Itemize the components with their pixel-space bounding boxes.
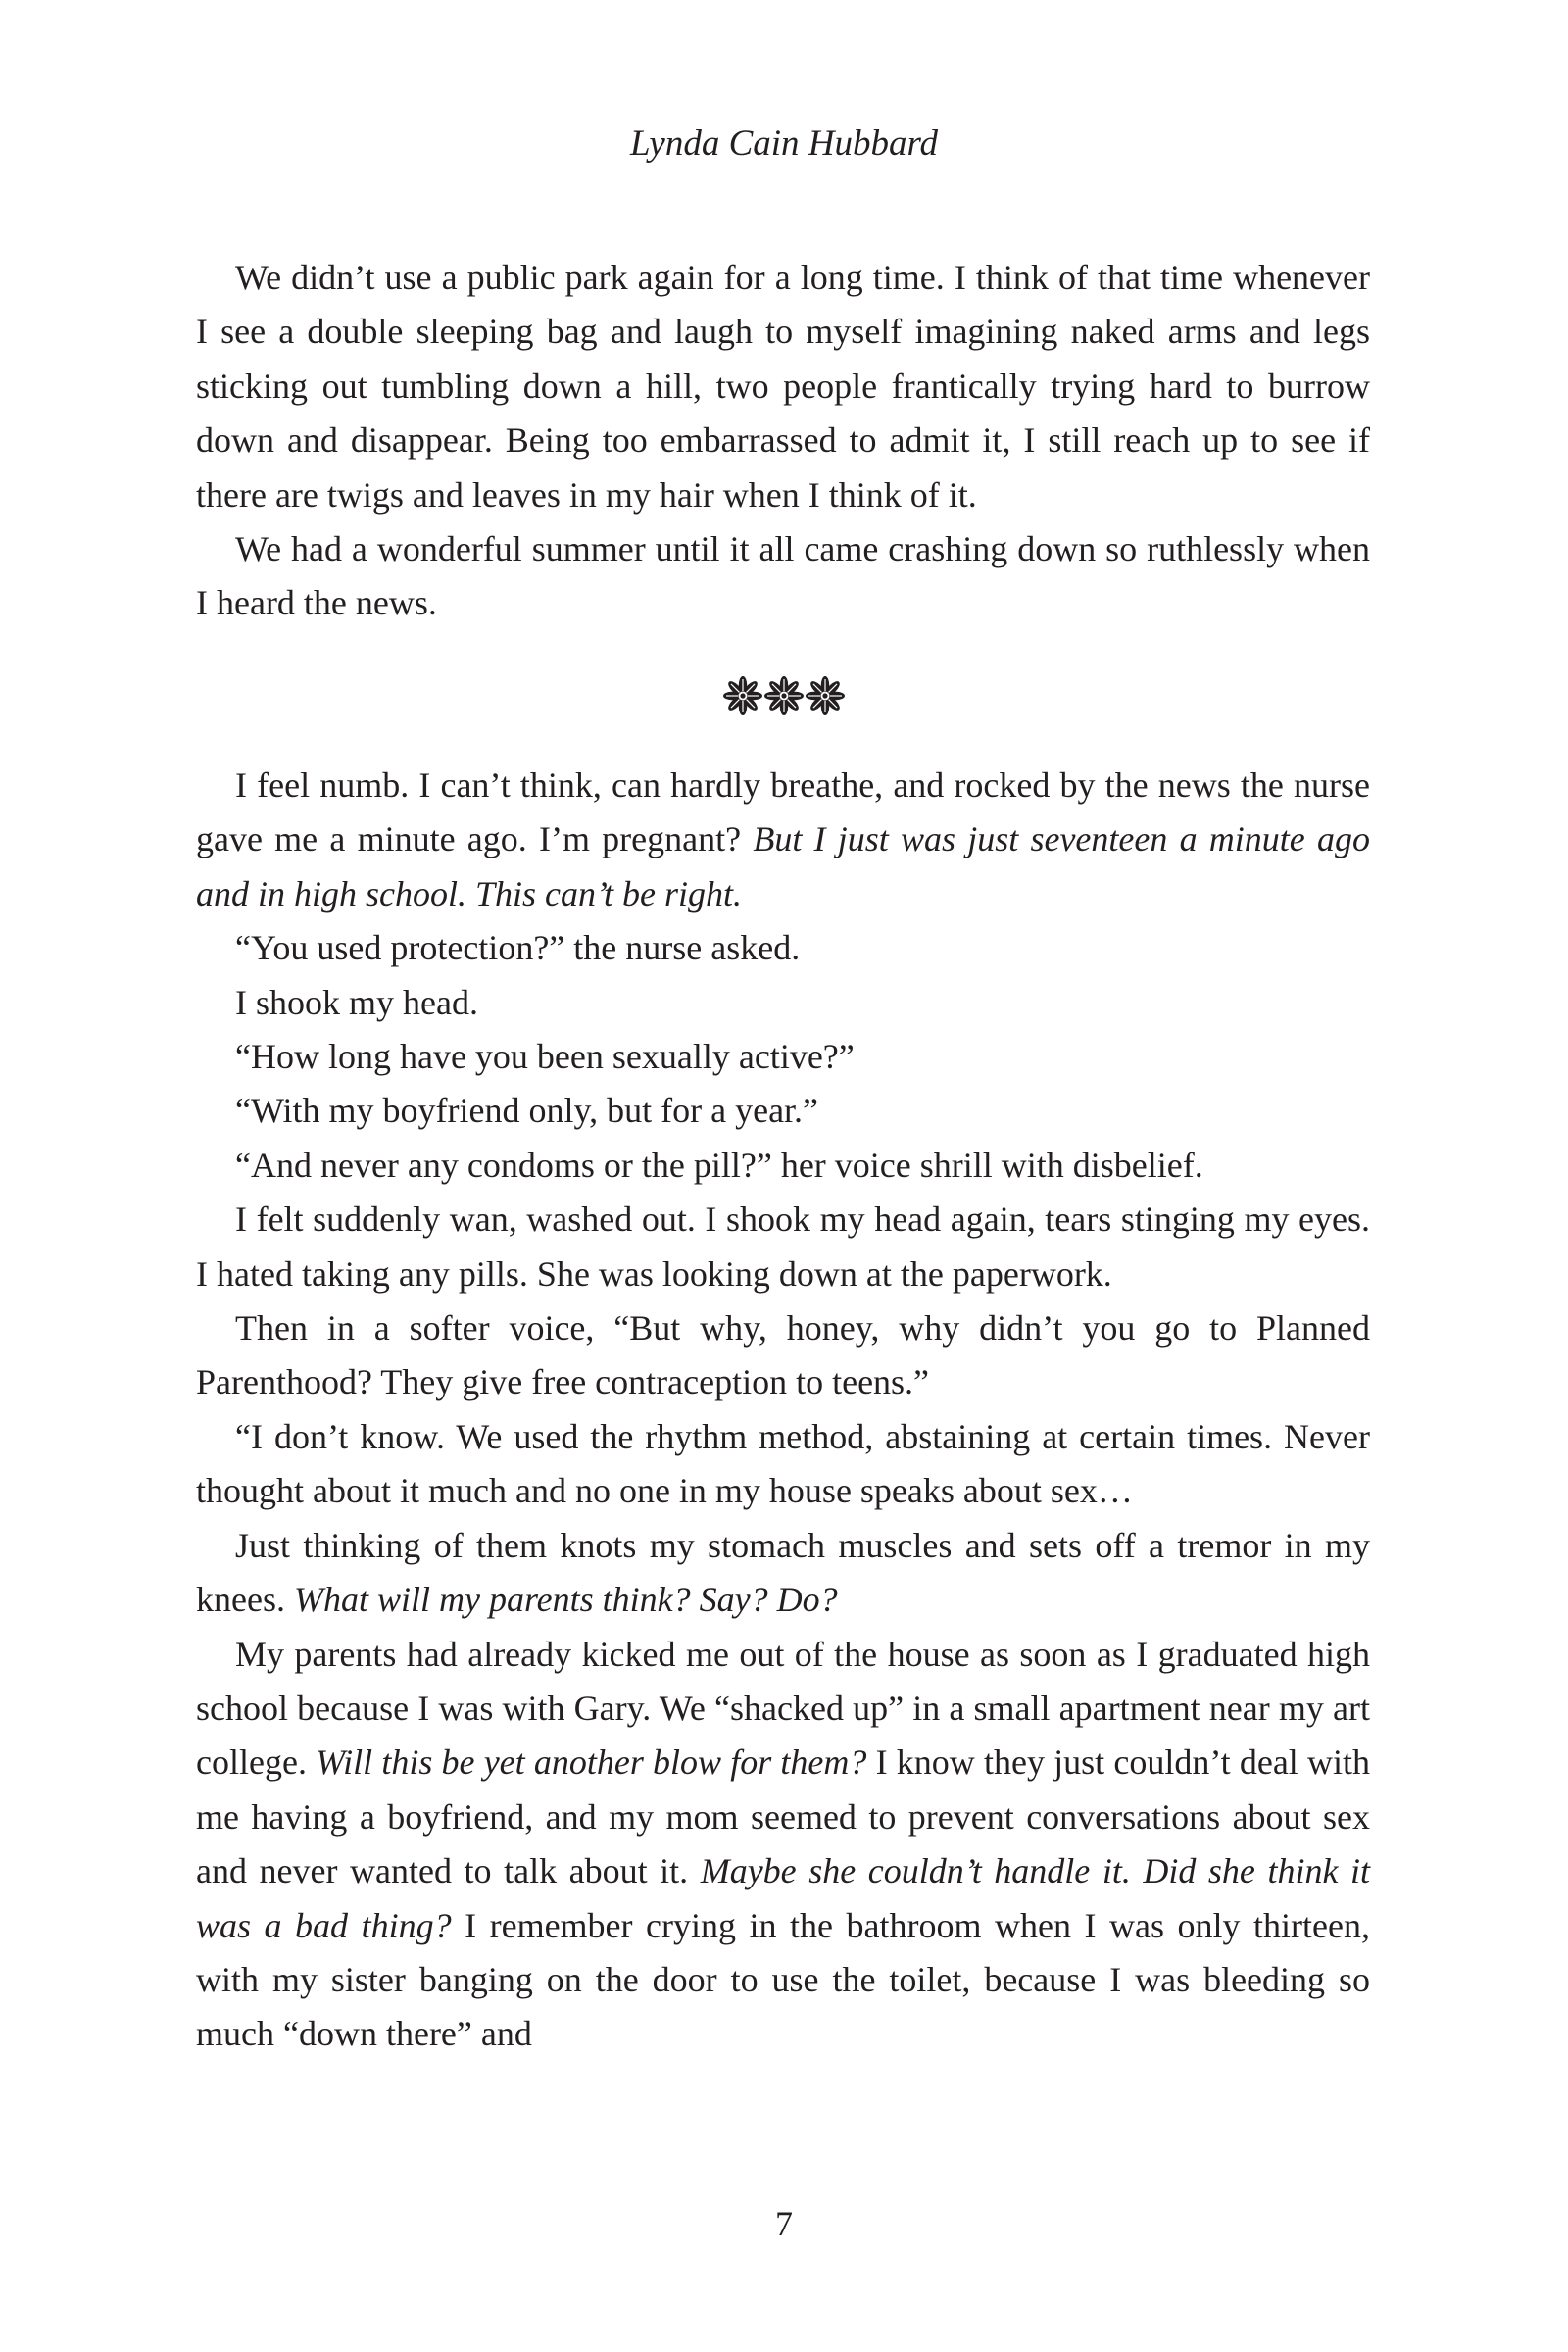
paragraph (196, 522, 1370, 631)
flower-icon (764, 676, 804, 715)
section-break-ornament (0, 668, 1568, 723)
flower-icon (723, 676, 762, 715)
paragraph (196, 1628, 1370, 2062)
italic-text-run: What will my parents think? Say? Do? (293, 1580, 838, 1620)
paragraph (196, 1193, 1370, 1301)
paragraph (196, 1139, 1370, 1193)
running-head: Lynda Cain Hubbard (629, 123, 939, 164)
text-run: I shook my head. (235, 982, 478, 1022)
text-run: We had a wonderful summer until it all came crashing down so ruthlessly when I heard the news. (196, 529, 1370, 623)
italic-text-run: Will this be yet another blow for them? (316, 1742, 867, 1783)
italic-text-run: Maybe she couldn’t handle it. Did she think it was a bad thing? (196, 1851, 1371, 1945)
italic-text-run: But I just was just seventeen a minute ago and in high school. This can’t be right. (196, 819, 1370, 913)
paragraph (196, 1410, 1370, 1519)
paragraph (196, 1301, 1370, 1410)
text-run: “You used protection?” the nurse asked. (235, 928, 801, 968)
body-text-section-two (196, 759, 1370, 2062)
text-run: “And never any condoms or the pill?” her voice shrill with disbelief. (235, 1145, 1203, 1185)
paragraph (196, 251, 1370, 522)
paragraph (196, 759, 1370, 921)
paragraph (196, 976, 1370, 1030)
text-run: We didn’t use a public park again for a long time. I think of that time whenever I see a double sleeping bag and laugh to myself imagining naked arms and legs sticking out tumbling down a hill, two people frantically trying hard to burrow down and disappear. Being too embarrassed to admit it, I still reach up to see if there are twigs and leaves in my hair when I think of it. (196, 258, 1370, 514)
text-run: “With my boyfriend only, but for a year.” (235, 1091, 819, 1131)
text-run: I feel numb. I can’t think, can hardly breathe, and rocked by the news the nurse gave me a minute ago. I’m pregnant? (196, 765, 1370, 859)
text-run: I felt suddenly wan, washed out. I shook my head again, tears stinging my eyes. I hated taking any pills. She was looking down at the paperwork. (196, 1200, 1370, 1294)
text-run: “I don’t know. We used the rhythm method, abstaining at certain times. Never thought about it much and no one in my house speaks about sex… (196, 1416, 1370, 1511)
paragraph (196, 921, 1370, 975)
text-run: I know they just couldn’t deal with me having a boyfriend, and my mom seemed to prevent conversations about sex and never wanted to talk about it. (196, 1742, 1371, 1891)
text-run: “How long have you been sexually active?” (235, 1037, 855, 1077)
page-number: 7 (775, 2204, 793, 2243)
text-run: I remember crying in the bathroom when I was only thirteen, with my sister banging on the door to use the toilet, because I was bleeding so much “down there” and (196, 1905, 1370, 2054)
text-run: Just thinking of them knots my stomach muscles and sets off a tremor in my knees. (196, 1525, 1370, 1620)
paragraph (196, 1519, 1370, 1628)
text-run: Then in a softer voice, “But why, honey, why didn’t you go to Planned Parenthood? They give free contraception to teens.” (196, 1308, 1370, 1402)
body-text-section-one (196, 251, 1370, 631)
paragraph (196, 1030, 1370, 1084)
text-run: My parents had already kicked me out of the house as soon as I graduated high school because I was with Gary. We “shacked up” in a small apartment near my art college. (196, 1634, 1370, 1783)
paragraph (196, 1084, 1370, 1138)
flower-icon (806, 676, 845, 715)
flower-ornament-icon (722, 674, 846, 717)
